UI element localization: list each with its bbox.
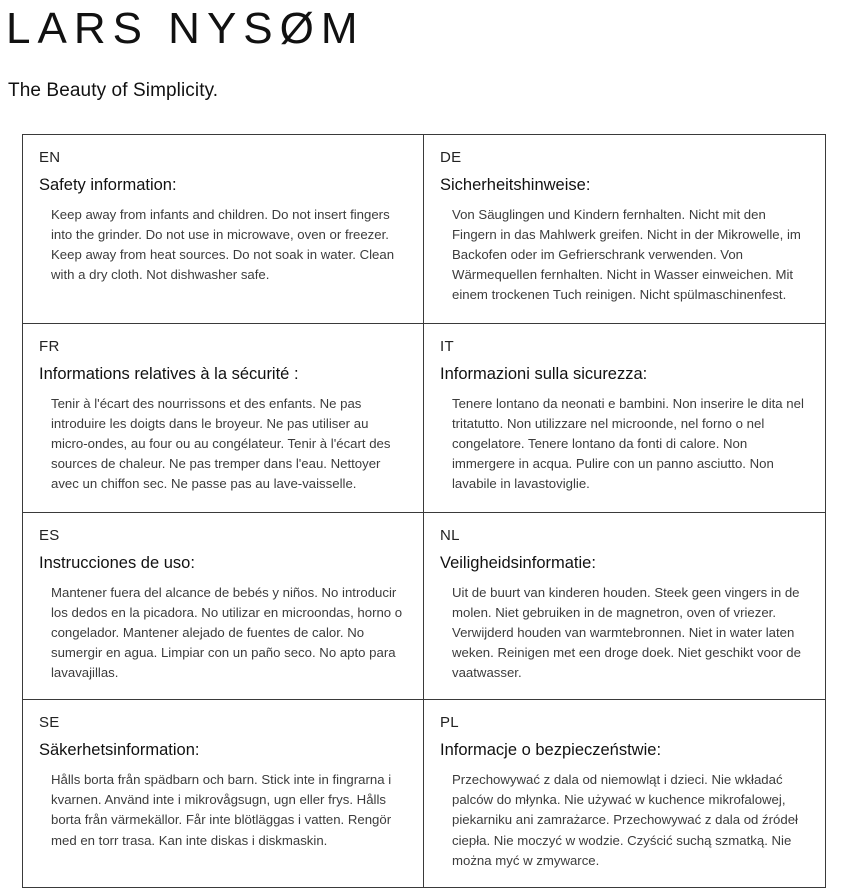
language-code: EN <box>39 149 61 166</box>
table-row <box>23 513 825 700</box>
brand-logo-wordmark: LARS NYSØM <box>6 4 365 53</box>
section-heading: Instrucciones de uso: <box>39 554 195 572</box>
section-heading: Veiligheidsinformatie: <box>440 554 596 572</box>
table-row <box>23 324 825 513</box>
language-cell-nl <box>424 513 825 699</box>
section-body: Przechowywać z dala od niemowląt i dzieci. Nie wkładać palców do młynka. Nie używać w kuchence mikrofalowej, piekarniku ani zamrażarce. Przechowywać z dala od źródeł ciepła. Nie moczyć w wodzie. Czyścić suchą szmatką. Nie można myć w zmywarce. <box>452 772 798 868</box>
section-heading: Safety information: <box>39 176 177 194</box>
table-row <box>23 135 825 324</box>
section-heading: Säkerhetsinformation: <box>39 741 200 760</box>
language-cell-it <box>424 324 825 512</box>
language-cell-es <box>23 513 424 699</box>
section-body: Von Säuglingen und Kindern fernhalten. Nicht mit den Fingern in das Mahlwerk greifen. Nicht in der Mikrowelle, im Backofen oder im Gefrierschrank verwenden. Von Wärmequellen fernhalten. Nicht in Wasser einweichen. Mit einem trockenen Tuch reinigen. Nicht spülmaschinenfest. <box>452 207 801 303</box>
language-code: IT <box>440 338 454 355</box>
language-code: NL <box>440 527 460 544</box>
language-cell-pl <box>424 700 825 886</box>
section-body: Mantener fuera del alcance de bebés y niños. No introducir los dedos en la picadora. No utilizar en microondas, horno o congelador. Mantener alejado de fuentes de calor. No sumergir en agua. Limpiar con un paño seco. No apto para lavavajillas. <box>51 585 403 681</box>
language-code: ES <box>39 527 60 544</box>
language-cell-se <box>23 700 424 886</box>
language-cell-de <box>424 135 825 323</box>
brand-header <box>0 0 848 102</box>
section-body: Hålls borta från spädbarn och barn. Stick inte in fingrarna i kvarnen. Använd inte i mikrovågsugn, ugn eller frys. Hålls borta från värmekällor. Får inte blötläggas i vatten. Rengör med en torr trasa. Kan inte diskas i diskmaskin. <box>51 772 392 848</box>
language-cell-fr <box>23 324 424 512</box>
section-body: Tenir à l'écart des nourrissons et des enfants. Ne pas introduire les doigts dans le broyeur. Ne pas utiliser au micro-ondes, au four ou au congélateur. Tenir à l'écart des sources de chaleur. Ne pas tremper dans l'eau. Nettoyer avec un chiffon sec. Ne passe pas au lave-vaisselle. <box>51 396 391 492</box>
language-code: FR <box>39 338 60 355</box>
language-code: DE <box>440 149 462 166</box>
language-cell-en <box>23 135 424 323</box>
section-heading: Sicherheitshinweise: <box>440 176 591 194</box>
table-row <box>23 700 825 886</box>
section-heading: Informacje o bezpieczeństwie: <box>440 741 662 760</box>
section-heading: Informations relatives à la sécurité : <box>39 365 299 383</box>
section-body: Uit de buurt van kinderen houden. Steek geen vingers in de molen. Niet gebruiken in de magnetron, oven of vriezer. Verwijderd houden van warmtebronnen. Niet in water laten weken. Reinigen met een droge doek. Niet geschikt voor de vaatwasser. <box>452 585 801 681</box>
section-heading: Informazioni sulla sicurezza: <box>440 365 648 383</box>
section-body: Keep away from infants and children. Do not insert fingers into the grinder. Do not use in microwave, oven or freezer. Keep away from heat sources. Do not soak in water. Clean with a dry cloth. Not dishwasher safe. <box>51 207 395 283</box>
safety-information-table <box>22 134 826 888</box>
language-code: PL <box>440 714 459 732</box>
section-body: Tenere lontano da neonati e bambini. Non inserire le dita nel tritatutto. Non utilizzare nel microonde, nel forno o nel congelatore. Tenere lontano da fonti di calore. Non immergere in acqua. Pulire con un panno asciutto. Non lavabile in lavastoviglie. <box>452 396 804 492</box>
language-code: SE <box>39 714 60 732</box>
brand-tagline: The Beauty of Simplicity. <box>8 80 219 102</box>
